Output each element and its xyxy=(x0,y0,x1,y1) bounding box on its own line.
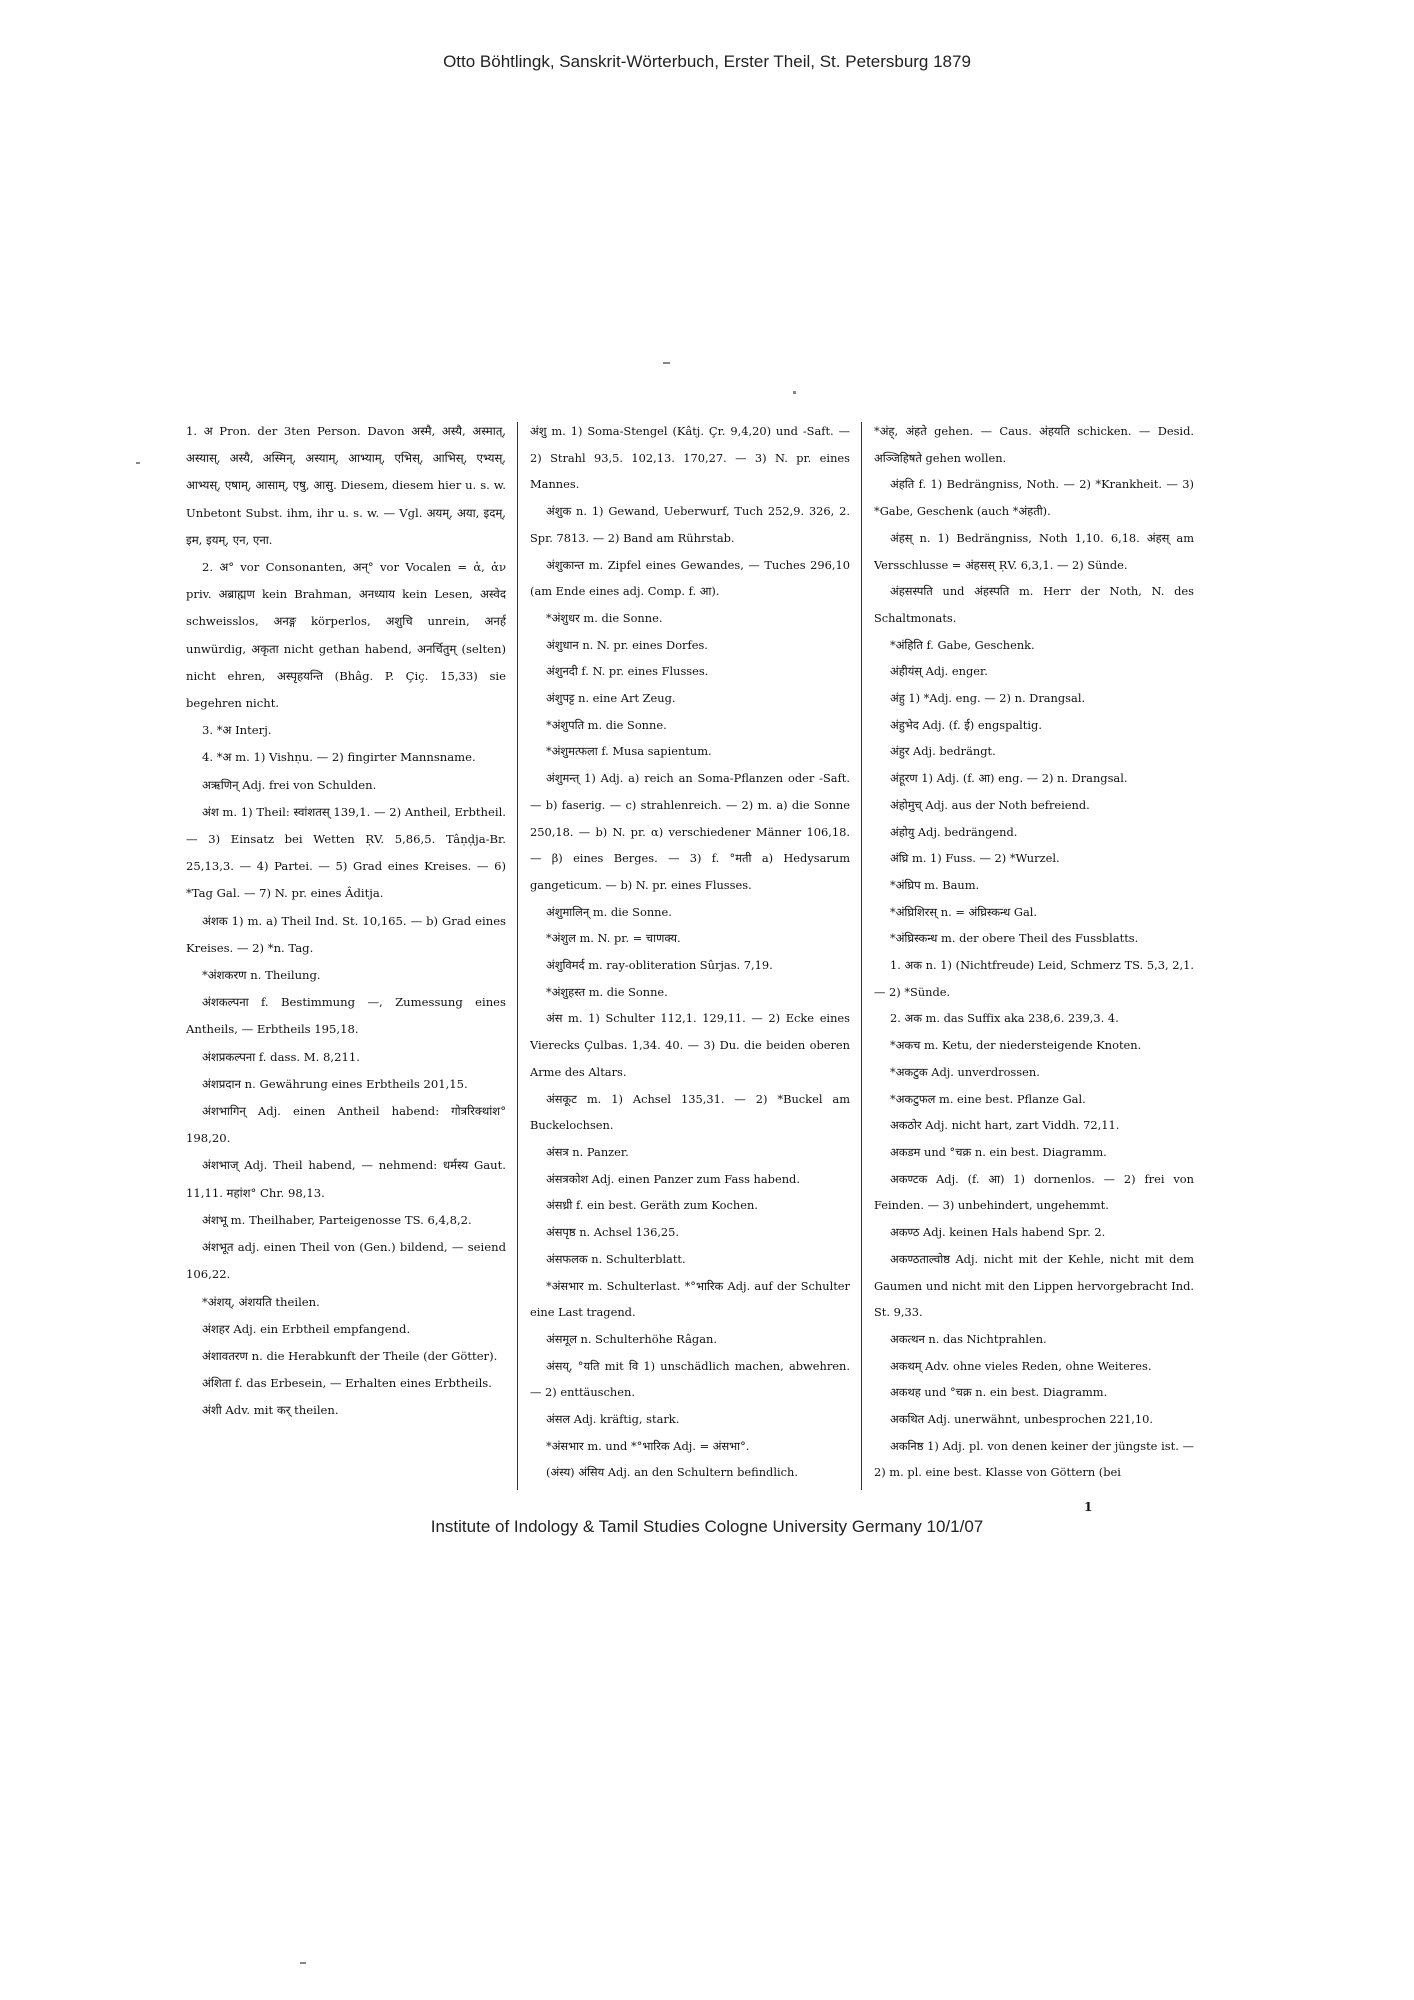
dictionary-entry: अंशुमालिन् m. die Sonne. xyxy=(546,904,672,919)
dictionary-entry: *अकटुक Adj. unverdrossen. xyxy=(890,1064,1040,1079)
dictionary-entry: अंघ्रि m. 1) Fuss. — 2) *Wurzel. xyxy=(890,851,1060,866)
dictionary-entry: अकथम् Adv. ohne vieles Reden, ohne Weiteres. xyxy=(890,1358,1152,1373)
dictionary-entry: अकठोर Adj. nicht hart, zart Viddh. 72,11. xyxy=(890,1118,1120,1133)
scan-speck xyxy=(136,462,140,464)
dictionary-entry: अंसकूट m. 1) Achsel 135,31. — 2) *Buckel am Buckelochsen. xyxy=(530,1091,850,1133)
dictionary-entry: *अकटुफल m. eine best. Pflanze Gal. xyxy=(890,1091,1086,1106)
dictionary-entry: *अंघ्रिस्कन्ध m. der obere Theil des Fussblatts. xyxy=(890,931,1139,946)
dictionary-entry: 2. अ° vor Consonanten, अन्° vor Vocalen = ἀ, ἀν priv. अब्राह्मण kein Brahman, अनध्याय kein Lesen, अस्वेद schweisslos, अनङ्ग körperlos, अशुचि unrein, अनर्ह unwürdig, अकृता nicht gethan habend, अनर्चितुम् (selten) nicht ehren, अस्पृहयन्ति (Bhâg. P. Çiç. 15,33) sie begehren nicht. xyxy=(186,560,506,711)
dictionary-entry: अंश m. 1) Theil: स्वांशतस् 139,1. — 2) Antheil, Erbtheil. — 3) Einsatz bei Wetten ṚV. 5,86,5. Tâṇḍja-Br. 25,13,3. — 4) Partei. — 5) Grad eines Kreises. — 6) *Tag Gal. — 7) N. pr. eines Âditja. xyxy=(186,804,506,901)
dictionary-entry: अंसफलक n. Schulterblatt. xyxy=(546,1251,686,1266)
dictionary-entry: अंशभू m. Theilhaber, Parteigenosse TS. 6,4,8,2. xyxy=(202,1212,472,1227)
dictionary-page xyxy=(184,418,1194,1514)
dictionary-entry: अकण्टक Adj. (f. आ) 1) dornenlos. — 2) frei von Feinden. — 3) unbehindert, ungehemmt. xyxy=(874,1171,1194,1213)
dictionary-entry: अंशकल्पना f. Bestimmung —, Zumessung eines Antheils, — Erbtheils 195,18. xyxy=(186,995,506,1037)
dictionary-entry: अंशिता f. das Erbesein, — Erhalten eines Erbtheils. xyxy=(202,1376,492,1391)
dictionary-column-3 xyxy=(872,418,1194,1486)
dictionary-entry: अंहूरण 1) Adj. (f. आ) eng. — 2) n. Drangsal. xyxy=(890,771,1128,786)
dictionary-entry: अंहस् n. 1) Bedrängniss, Noth 1,10. 6,18. अंहस् am Versschlusse = अंहसस् ṚV. 6,3,1. — 2) Sünde. xyxy=(874,530,1194,572)
dictionary-entry: अंसत्रकोश Adj. einen Panzer zum Fass habend. xyxy=(546,1171,800,1186)
dictionary-entry: *अंशुमत्फला f. Musa sapientum. xyxy=(546,744,712,759)
dictionary-entry: अंशुधान n. N. pr. eines Dorfes. xyxy=(546,637,708,652)
dictionary-entry: 4. *अ m. 1) Vishṇu. — 2) fingirter Mannsname. xyxy=(202,750,476,765)
dictionary-entry: *अंशय्, अंशयति theilen. xyxy=(202,1294,320,1309)
scan-speck xyxy=(663,362,670,364)
dictionary-entry: 1. अ Pron. der 3ten Person. Davon अस्मै, अस्यै, अस्मात्, अस्यास्, अस्यै, अस्मिन्, अस्याम्, आभ्याम्, एभिस्, आभिस्, एभ्यस्, आभ्यस्, एषाम्, आसाम्, एषु, आसु. Diesem, diesem hier u. s. w. Unbetont Subst. ihm, ihr u. s. w. — Vgl. अयम्, अया, इदम्, इम, इयम्, एन, एना. xyxy=(186,424,506,547)
page-header: Otto Böhtlingk, Sanskrit-Wörterbuch, Erster Theil, St. Petersburg 1879 xyxy=(443,52,971,71)
dictionary-entry: अंस m. 1) Schulter 112,1. 129,11. — 2) Ecke eines Vierecks Çulbas. 1,34. 40. — 3) Du. die beiden oberen Arme des Altars. xyxy=(530,1011,850,1079)
dictionary-entry: 3. *अ Interj. xyxy=(202,723,272,738)
column-divider xyxy=(517,422,518,1490)
dictionary-entry: अंहसस्पति und अंहस्पति m. Herr der Noth, N. des Schaltmonats. xyxy=(874,584,1194,625)
dictionary-entry: अंहुभेद Adj. (f. ई) engspaltig. xyxy=(890,717,1042,732)
dictionary-entry: अंहति f. 1) Bedrängniss, Noth. — 2) *Krankheit. — 3) *Gabe, Geschenk (auch *अंहती). xyxy=(874,477,1194,519)
dictionary-entry: *अंघ्रिप m. Baum. xyxy=(890,877,980,892)
dictionary-entry: अंशप्रदान n. Gewährung eines Erbtheils 201,15. xyxy=(202,1076,468,1091)
dictionary-entry: *अंह्, अंहते gehen. — Caus. अंहयति schicken. — Desid. अञ्जिहिषते gehen wollen. xyxy=(874,424,1194,465)
dictionary-entry: अंशुपट्ट n. eine Art Zeug. xyxy=(546,691,676,706)
dictionary-entry: अंशप्रकल्पना f. dass. M. 8,211. xyxy=(202,1049,360,1064)
dictionary-entry: अंशुकान्त m. Zipfel eines Gewandes, — Tuches 296,10 (am Ende eines adj. Comp. f. आ). xyxy=(530,557,850,599)
dictionary-entry: अंशी Adv. mit कर् theilen. xyxy=(202,1403,339,1418)
dictionary-entry: *अंसभार m. Schulterlast. *°भारिक Adj. auf der Schulter eine Last tragend. xyxy=(530,1278,850,1320)
dictionary-entry: अंशहर Adj. ein Erbtheil empfangend. xyxy=(202,1321,411,1336)
column-divider xyxy=(861,422,862,1490)
dictionary-entry: अंहोमुच् Adj. aus der Noth befreiend. xyxy=(890,797,1090,812)
dictionary-entry: अंशभूत adj. einen Theil von (Gen.) bildend, — seiend 106,22. xyxy=(186,1240,506,1282)
page-number: 1 xyxy=(1084,1500,1093,1514)
dictionary-entry: अकडम und °चक्र n. ein best. Diagramm. xyxy=(890,1144,1107,1159)
dictionary-entry: *अंशकरण n. Theilung. xyxy=(202,968,321,983)
page-footer: Institute of Indology & Tamil Studies Cologne University Germany 10/1/07 xyxy=(430,1517,984,1536)
dictionary-entry: *अंशुपति m. die Sonne. xyxy=(546,717,667,732)
dictionary-entry: अंहुर Adj. bedrängt. xyxy=(890,744,996,759)
dictionary-entry: अंशभागिन् Adj. einen Antheil habend: गोत्ररिक्थांश° 198,20. xyxy=(186,1104,506,1146)
dictionary-entry: अंहीयंस् Adj. enger. xyxy=(890,664,988,679)
dictionary-entry: अकण्ठ Adj. keinen Hals habend Spr. 2. xyxy=(890,1225,1106,1240)
dictionary-entry: अंशभाज् Adj. Theil habend, — nehmend: धर्मस्य Gaut. 11,11. महांश° Chr. 98,13. xyxy=(186,1158,506,1200)
scan-speck xyxy=(300,1962,306,1964)
dictionary-entry: अंशुमन्त् 1) Adj. a) reich an Soma-Pflanzen oder -Saft. — b) faserig. — c) strahlenreich. — 2) m. a) die Sonne 250,18. — b) N. pr. α) verschiedener Männer 106,18. — β) eines Berges. — 3) f. °मती a) Hedysarum gangeticum. — b) N. pr. eines Flusses. xyxy=(530,771,850,892)
dictionary-entry: अंशावतरण n. die Herabkunft der Theile (der Götter). xyxy=(202,1348,498,1363)
dictionary-entry: अंसय्, °यति mit वि 1) unschädlich machen, abwehren. — 2) enttäuschen. xyxy=(530,1358,850,1400)
dictionary-entry: *अकच m. Ketu, der niedersteigende Knoten. xyxy=(890,1038,1142,1053)
dictionary-entry: *अंघ्रिशिरस् n. = अंघ्रिस्कन्ध Gal. xyxy=(890,904,1037,919)
dictionary-entry: 2. अक m. das Suffix aka 238,6. 239,3. 4. xyxy=(890,1011,1119,1026)
dictionary-entry: अंशक 1) m. a) Theil Ind. St. 10,165. — b) Grad eines Kreises. — 2) *n. Tag. xyxy=(186,913,506,955)
dictionary-entry: अंसपृष्ठ n. Achsel 136,25. xyxy=(546,1225,680,1240)
scan-speck xyxy=(793,391,796,394)
dictionary-entry: *अंशुहस्त m. die Sonne. xyxy=(546,984,668,999)
dictionary-entry: अंहु 1) *Adj. eng. — 2) n. Drangsal. xyxy=(890,691,1086,706)
dictionary-entry: अकथित Adj. unerwähnt, unbesprochen 221,10. xyxy=(890,1412,1154,1427)
dictionary-entry: *अंशुधर m. die Sonne. xyxy=(546,610,663,625)
dictionary-entry: *अंसभार m. und *°भारिक Adj. = अंसभा°. xyxy=(546,1438,750,1453)
dictionary-entry: अंशुक n. 1) Gewand, Ueberwurf, Tuch 252,9. 326, 2. Spr. 7813. — 2) Band am Rührstab. xyxy=(530,504,850,545)
dictionary-entry: 1. अक n. 1) (Nichtfreude) Leid, Schmerz TS. 5,3, 2,1. — 2) *Sünde. xyxy=(874,958,1194,999)
dictionary-entry: अऋणिन् Adj. frei von Schulden. xyxy=(202,777,377,792)
dictionary-column-1 xyxy=(184,418,506,1425)
dictionary-entry: अकनिष्ठ 1) Adj. pl. von denen keiner der jüngste ist. — 2) m. pl. eine best. Klasse von Göttern (bei xyxy=(874,1438,1194,1480)
dictionary-entry: अंशु m. 1) Soma-Stengel (Kâtj. Çr. 9,4,20) und -Saft. — 2) Strahl 93,5. 102,13. 170,27. — 3) N. pr. eines Mannes. xyxy=(530,424,850,492)
dictionary-entry: अंशुनदी f. N. pr. eines Flusses. xyxy=(546,664,709,679)
dictionary-entry: अकत्थन n. das Nichtprahlen. xyxy=(890,1331,1047,1346)
dictionary-entry: अंहोयु Adj. bedrängend. xyxy=(890,824,1018,839)
dictionary-entry: अंशुविमर्द m. ray-obliteration Sûrjas. 7,19. xyxy=(546,958,773,973)
dictionary-column-2 xyxy=(528,418,850,1486)
dictionary-entry: *अंहिति f. Gabe, Geschenk. xyxy=(890,637,1035,652)
dictionary-entry: (अंस्य) अंसिय Adj. an den Schultern befindlich. xyxy=(546,1465,798,1480)
dictionary-entry: अकण्ठताल्वोष्ठ Adj. nicht mit der Kehle, nicht mit dem Gaumen und nicht mit den Lippen hervorgebracht Ind. St. 9,33. xyxy=(874,1251,1194,1320)
dictionary-entry: अंसध्री f. ein best. Geräth zum Kochen. xyxy=(546,1198,758,1213)
dictionary-entry: अकथह und °चक्र n. ein best. Diagramm. xyxy=(890,1385,1108,1400)
dictionary-entry: अंसत्र n. Panzer. xyxy=(546,1144,629,1159)
dictionary-entry: अंसमूल n. Schulterhöhe Râgan. xyxy=(546,1331,717,1346)
dictionary-entry: अंसल Adj. kräftig, stark. xyxy=(546,1412,680,1427)
dictionary-entry: *अंशुल m. N. pr. = चाणक्य. xyxy=(546,931,681,946)
